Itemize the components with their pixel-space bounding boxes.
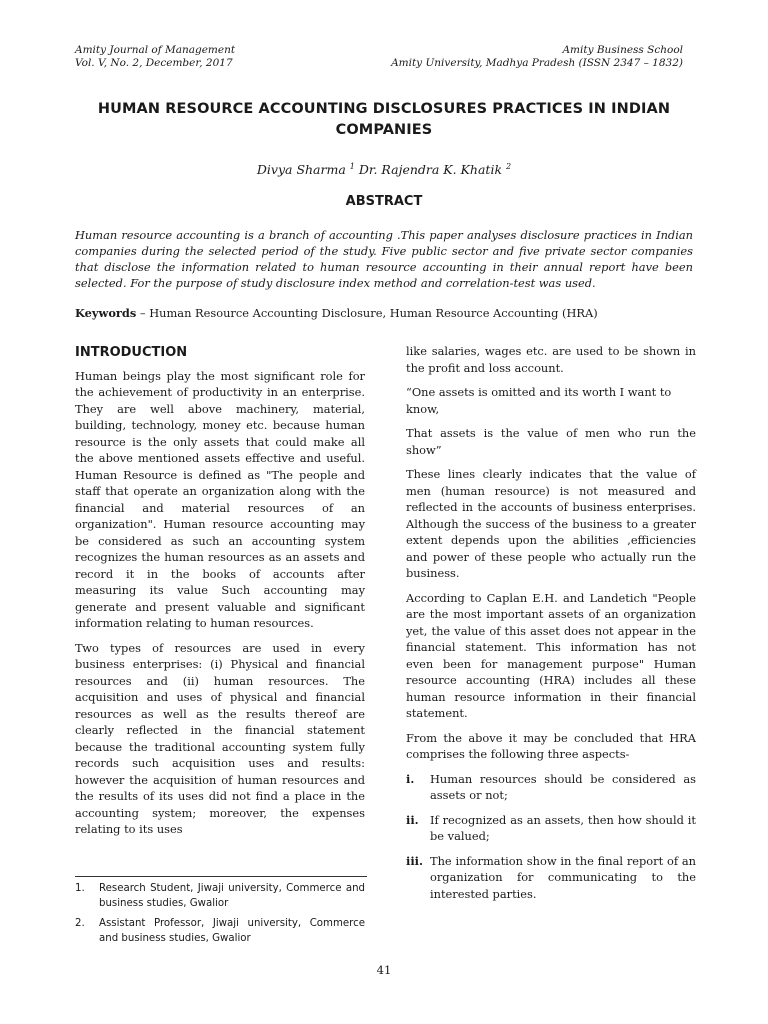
footnote xyxy=(75,917,365,946)
author-1: Divya Sharma xyxy=(256,162,346,178)
paragraph: According to Caplan E.H. and Landetich "People are the most important assets of an organization yet, the value of this asset does not appear in the financial statement. This information has not even been for management purpose" Human resource accounting (HRA) includes all these human resource information in their financial statement. xyxy=(406,590,696,720)
running-header-right xyxy=(391,44,683,70)
footnotes xyxy=(75,882,365,952)
introduction-heading: INTRODUCTION xyxy=(75,345,188,360)
school-name: Amity Business School xyxy=(562,44,683,56)
aspect-list-item xyxy=(406,771,696,804)
footnote-divider xyxy=(75,876,367,877)
footnote xyxy=(75,882,365,911)
paper-title: HUMAN RESOURCE ACCOUNTING DISCLOSURES PRACTICES IN INDIAN COMPANIES xyxy=(97,101,671,138)
abstract-text: Human resource accounting is a branch of accounting .This paper analyses disclosure practices in Indian companies during the selected period of the study. Five public sector and five private sector companies that disclose the information related to human resource accounting in their annual report have been selected. For the purpose of study disclosure index method and correlation-test was used. xyxy=(75,228,693,290)
footnote-text: Research Student, Jiwaji university, Commerce and business studies, Gwalior xyxy=(99,883,365,909)
right-column xyxy=(406,343,696,910)
left-column xyxy=(75,343,365,846)
footnote-marker: 1. xyxy=(75,883,85,894)
keywords xyxy=(75,305,695,321)
page-number: 41 xyxy=(376,963,392,977)
aspect-list-item xyxy=(406,812,696,845)
paragraph: These lines clearly indicates that the value of men (human resource) is not measured and reflected in the accounts of business enterprises. Although the success of the business to a greater extent depends upon the abilities ,efficiencies and power of these people who actually run the business. xyxy=(406,467,696,580)
author-2: Dr. Rajendra K. Khatik xyxy=(358,162,503,178)
running-header-left xyxy=(75,44,235,70)
journal-volume: Vol. V, No. 2, December, 2017 xyxy=(75,57,233,69)
author-1-affiliation-marker: 1 xyxy=(349,162,355,171)
paragraph: From the above it may be concluded that HRA comprises the following three aspects- xyxy=(406,730,696,761)
footnote-text: Assistant Professor, Jiwaji university, Commerce and business studies, Gwalior xyxy=(99,918,365,944)
keywords-label: Keywords xyxy=(75,306,137,320)
list-text: The information show in the final report of an organization for communicating to the interested parties. xyxy=(430,853,696,901)
footnote-marker: 2. xyxy=(75,918,85,929)
list-text: Human resources should be considered as assets or not; xyxy=(430,771,696,802)
abstract-heading: ABSTRACT xyxy=(345,194,423,209)
list-text: If recognized as an assets, then how should it be valued; xyxy=(430,812,696,843)
keywords-list: – Human Resource Accounting Disclosure, Human Resource Accounting (HRA) xyxy=(136,306,598,320)
paragraph: Two types of resources are used in every business enterprises: (i) Physical and financial resources and (ii) human resources. The acquisition and uses of physical and financial resources as well as the results thereof are clearly reflected in the financial statement because the traditional accounting system fully records such acquisition uses and results: however the acquisition of human resources and the results of its uses did not find a place in the accounting system; moreover, the expenses relating to its uses xyxy=(75,640,365,836)
quote-line: “One assets is omitted and its worth I want to know, xyxy=(406,385,672,416)
aspect-list-item xyxy=(406,853,696,903)
paragraph: Human beings play the most significant role for the achievement of productivity in an enterprise. They are well above machinery, material, building, technology, money etc. because human resource is the only assets that could make all the above mentioned assets effective and useful. Human Resource is defined as "The people and staff that operate an organization along with the financial and material resources of an organization". Human resource accounting may be considered as such an accounting system recognizes the human resources as an assets and record it in the books of accounts after measuring its value Such accounting may generate and present valuable and significant information relating to human resources. xyxy=(75,368,365,630)
list-marker: ii. xyxy=(406,812,419,827)
list-marker: i. xyxy=(406,771,415,786)
list-marker: iii. xyxy=(406,853,423,868)
paragraph: like salaries, wages etc. are used to be shown in the profit and loss account. xyxy=(406,344,696,375)
quote-line: That assets is the value of men who run the show” xyxy=(406,426,696,457)
journal-name: Amity Journal of Management xyxy=(75,44,236,56)
author-line xyxy=(0,162,768,177)
university-issn: Amity University, Madhya Pradesh (ISSN 2347 – 1832) xyxy=(391,57,683,69)
author-2-affiliation-marker: 2 xyxy=(506,162,512,171)
